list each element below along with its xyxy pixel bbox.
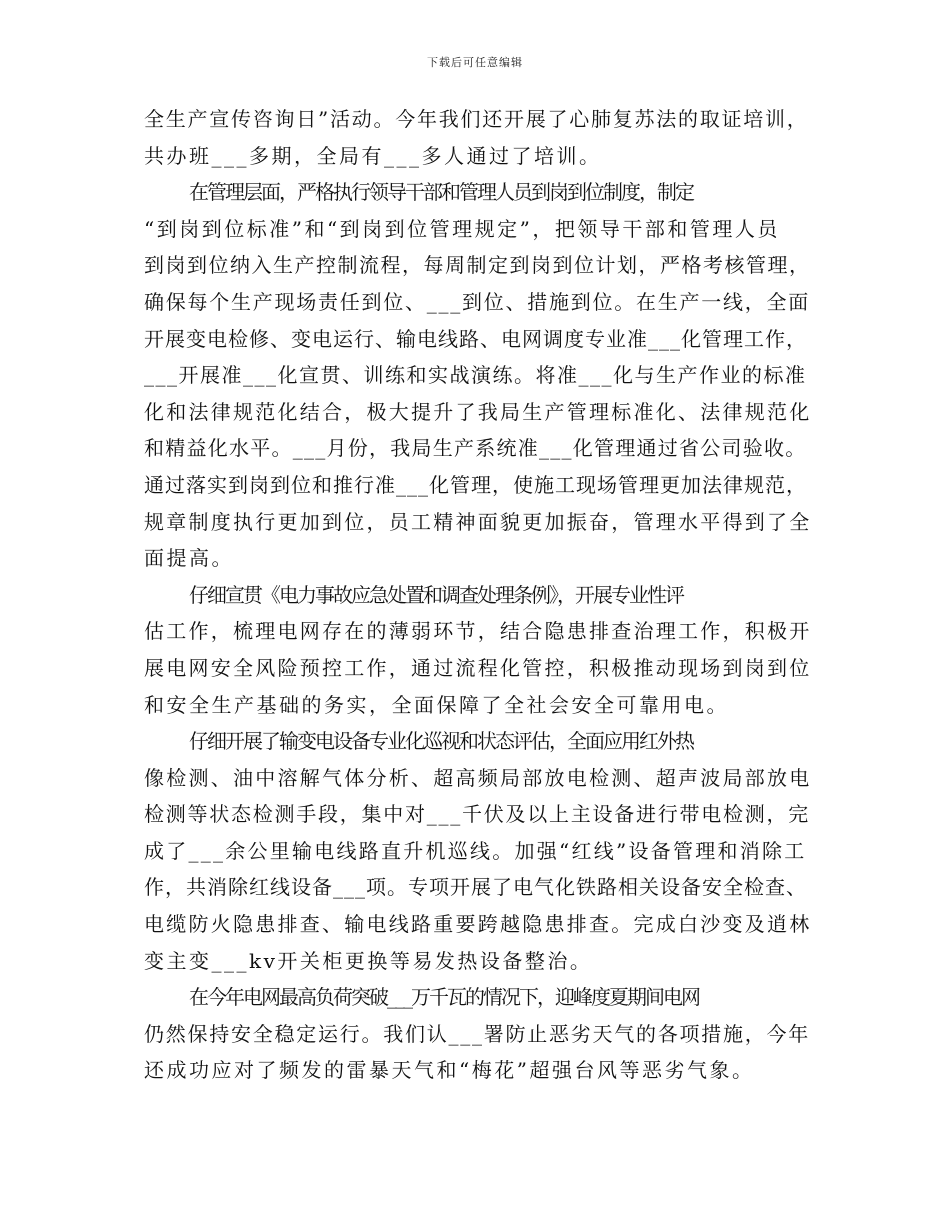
- text-line: 在管理层面，严格执行领导干部和管理人员到岗到位制度，制定: [189, 180, 693, 205]
- text-line: 成了___余公里输电线路直升机巡线。加强“红线”设备管理和消除工: [144, 838, 807, 863]
- document-body: [144, 101, 812, 1089]
- paragraph-regulations: [144, 577, 812, 723]
- text-line: 和安全生产基础的务实，全面保障了全社会安全可靠用电。: [144, 692, 729, 717]
- text-line: “到岗到位标准”和“到岗到位管理规定”，把领导干部和管理人员: [144, 216, 780, 241]
- text-line: 检测等状态检测手段，集中对___千伏及以上主设备进行带电检测，完: [144, 802, 810, 827]
- text-line: 变主变___kv开关柜更换等易发热设备整治。: [144, 948, 593, 973]
- text-line: 仔细宣贯《电力事故应急处置和调查处理条例》，开展专业性评: [189, 582, 683, 607]
- text-line: 像检测、油中溶解气体分析、超高频局部放电检测、超声波局部放电: [144, 765, 812, 790]
- paragraph-training: [144, 101, 812, 174]
- text-line: 到岗到位纳入生产控制流程，每周制定到岗到位计划，严格考核管理，: [144, 253, 811, 278]
- text-line: 开展变电检修、变电运行、输电线路、电网调度专业准___化管理工作，: [144, 326, 807, 351]
- text-line: 仍然保持安全稳定运行。我们认___署防止恶劣天气的各项措施，今年: [144, 1021, 810, 1046]
- text-line: 化和法律规范化结合，极大提升了我局生产管理标准化、法律规范化: [144, 399, 812, 424]
- text-line: 还成功应对了频发的雷暴天气和“梅花”超强台风等恶劣气象。: [144, 1058, 755, 1083]
- page-header: 下载后可任意编辑: [427, 56, 523, 69]
- text-line: 和精益化水平。___月份，我局生产系统准___化管理通过省公司验收。: [144, 436, 807, 461]
- text-line: 全生产宣传咨询日”活动。今年我们还开展了心肺复苏法的取证培训，: [144, 107, 809, 131]
- paragraph-summer-peak: [144, 979, 812, 1089]
- text-line: 仔细开展了输变电设备专业化巡视和状态评估，全面应用红外热: [189, 729, 693, 754]
- text-line: 共办班___多期，全局有___多人通过了培训。: [144, 143, 602, 168]
- text-line: 通过落实到岗到位和推行准___化管理，使施工现场管理更加法律规范，: [144, 472, 807, 497]
- text-line: 规章制度执行更加到位，员工精神面貌更加振奋，管理水平得到了全: [144, 509, 812, 534]
- paragraph-inspection: [144, 723, 812, 979]
- text-line: 估工作，梳理电网存在的薄弱环节，结合隐患排查治理工作，积极开: [144, 619, 812, 644]
- paragraph-management: [144, 174, 812, 577]
- text-line: 电缆防火隐患排查、输电线路重要跨越隐患排查。完成白沙变及逍林: [144, 912, 812, 937]
- text-line: 面提高。: [144, 546, 234, 571]
- text-line: 在今年电网最高负荷突破___万千瓦的情况下，迎峰度夏期间电网: [189, 985, 699, 1010]
- text-line: 展电网安全风险预控工作，通过流程化管控，积极推动现场到岗到位: [144, 655, 812, 680]
- text-line: 确保每个生产现场责任到位、___到位、措施到位。在生产一线，全面: [144, 289, 810, 314]
- text-line: 作，共消除红线设备___项。专项开展了电气化铁路相关设备安全检查、: [144, 875, 807, 900]
- text-line: ___开展准___化宣贯、训练和实战演练。将准___化与生产作业的标准: [144, 363, 807, 388]
